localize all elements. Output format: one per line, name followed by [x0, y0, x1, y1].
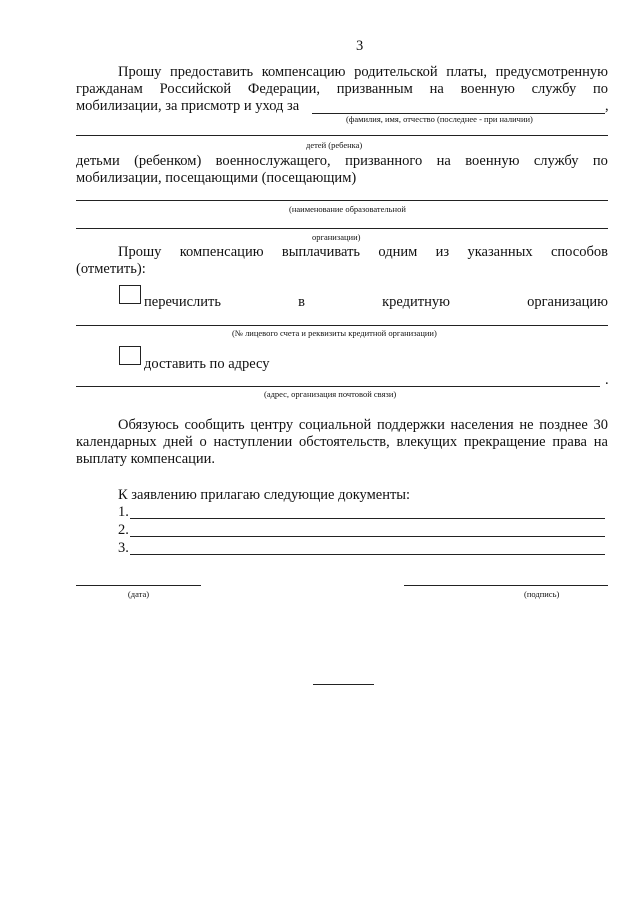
request-line-4-word-1: детьми [76, 153, 120, 169]
obligation-line-2-word-2: дней [163, 434, 193, 450]
obligation-line-2-word-1: календарных [76, 434, 157, 450]
delivery-checkbox[interactable] [119, 346, 141, 365]
obligation-line-2 [76, 434, 608, 451]
address-line-end: . [605, 372, 609, 388]
obligation-line-1-word-2: сообщить [184, 417, 245, 433]
request-line-2-word-7: службу [531, 81, 577, 97]
date-field[interactable] [76, 585, 201, 586]
request-line-4-word-5: на [436, 153, 451, 169]
obligation-line-2-word-6: влекущих [396, 434, 458, 450]
caption-fio: (фамилия, имя, отчество (последнее - при наличии) [346, 114, 533, 124]
obligation-line-1-word-5: поддержки [376, 417, 445, 433]
page-number: 3 [356, 38, 364, 54]
caption-account: (№ лицевого счета и реквизиты кредитной организации) [232, 328, 437, 338]
document-item-2-field[interactable] [130, 536, 605, 537]
option-transfer-word-4: организацию [527, 294, 608, 310]
request-line-1 [118, 64, 608, 81]
request-line-5: мобилизации, посещающими (посещающим) [76, 170, 357, 186]
caption-org-2: организации) [312, 232, 361, 242]
transfer-checkbox[interactable] [119, 285, 141, 304]
payment-line-1-word-1: Прошу [118, 244, 162, 260]
request-line-1-word-5: платы, [446, 64, 488, 80]
request-line-1-word-1: Прошу [118, 64, 162, 80]
payment-line-1-word-6: указанных [467, 244, 533, 260]
obligation-line-1-word-9: 30 [593, 417, 608, 433]
org-field-1[interactable] [76, 200, 608, 201]
request-line-1-word-6: предусмотренную [495, 64, 608, 80]
option-delivery-label: доставить по адресу [144, 356, 270, 372]
request-line-3-end: , [605, 98, 609, 114]
obligation-line-2-word-4: наступлении [213, 434, 293, 450]
request-line-2-word-2: Российской [159, 81, 232, 97]
payment-line-1-word-4: одним [378, 244, 418, 260]
obligation-line-1-word-1: Обязуюсь [118, 417, 179, 433]
request-line-4-word-3: военнослужащего, [215, 153, 331, 169]
signature-field[interactable] [404, 585, 608, 586]
payment-line-1-word-7: способов [550, 244, 608, 260]
obligation-line-3: выплату компенсации. [76, 451, 216, 467]
caption-children: детей (ребенка) [306, 140, 363, 150]
request-line-2-word-4: призванным [336, 81, 413, 97]
payment-line-1-word-5: из [435, 244, 450, 260]
org-field-2[interactable] [76, 228, 608, 229]
request-line-3: мобилизации, за присмотр и уход за [76, 98, 300, 114]
request-line-4-word-7: службу [533, 153, 579, 169]
request-line-2-word-8: по [592, 81, 608, 97]
obligation-line-1-word-7: не [519, 417, 534, 433]
obligation-line-2-word-8: права [552, 434, 587, 450]
documents-heading: К заявлению прилагаю следующие документы: [118, 487, 411, 503]
caption-signature: (подпись) [524, 589, 560, 599]
closing-rule [313, 684, 374, 685]
document-item-1-field[interactable] [130, 518, 605, 519]
address-field[interactable] [76, 386, 600, 387]
request-line-2-word-5: на [429, 81, 444, 97]
document-item-3-number: 3. [118, 540, 129, 556]
document-item-1-number: 1. [118, 504, 129, 520]
request-line-4 [76, 153, 608, 170]
caption-date: (дата) [127, 589, 150, 599]
request-line-4-word-8: по [592, 153, 608, 169]
caption-org-1: (наименование образовательной [289, 204, 406, 214]
request-line-2 [76, 81, 608, 98]
obligation-line-1-word-8: позднее [539, 417, 588, 433]
request-line-1-word-3: компенсацию [261, 64, 346, 80]
payment-line-1-word-2: компенсацию [179, 244, 264, 260]
option-transfer-word-3: кредитную [382, 294, 450, 310]
obligation-line-2-word-5: обстоятельств, [299, 434, 390, 450]
obligation-line-2-word-7: прекращение [463, 434, 546, 450]
option-transfer-word-1: перечислить [144, 294, 221, 310]
request-line-4-word-2: (ребенком) [134, 153, 202, 169]
obligation-line-1 [118, 417, 608, 434]
payment-line-1-word-3: выплачивать [281, 244, 361, 260]
request-line-2-word-6: военную [460, 81, 515, 97]
document-item-2-number: 2. [118, 522, 129, 538]
request-line-1-word-4: родительской [354, 64, 438, 80]
request-line-4-word-4: призванного [345, 153, 423, 169]
request-line-4-word-6: военную [465, 153, 520, 169]
obligation-line-2-word-9: на [593, 434, 608, 450]
caption-address: (адрес, организация почтовой связи) [264, 389, 397, 399]
request-line-1-word-2: предоставить [169, 64, 254, 80]
payment-line-2: (отметить): [76, 261, 146, 277]
obligation-line-1-word-3: центру [250, 417, 294, 433]
obligation-line-2-word-3: о [199, 434, 207, 450]
document-item-3-field[interactable] [130, 554, 605, 555]
obligation-line-1-word-6: населения [450, 417, 514, 433]
request-line-2-word-1: гражданам [76, 81, 143, 97]
children-field[interactable] [76, 135, 608, 136]
payment-line-1 [118, 244, 608, 261]
account-field[interactable] [76, 325, 608, 326]
request-line-2-word-3: Федерации, [247, 81, 320, 97]
option-transfer-word-2: в [298, 294, 305, 310]
option-transfer-label [144, 294, 608, 311]
obligation-line-1-word-4: социальной [298, 417, 372, 433]
